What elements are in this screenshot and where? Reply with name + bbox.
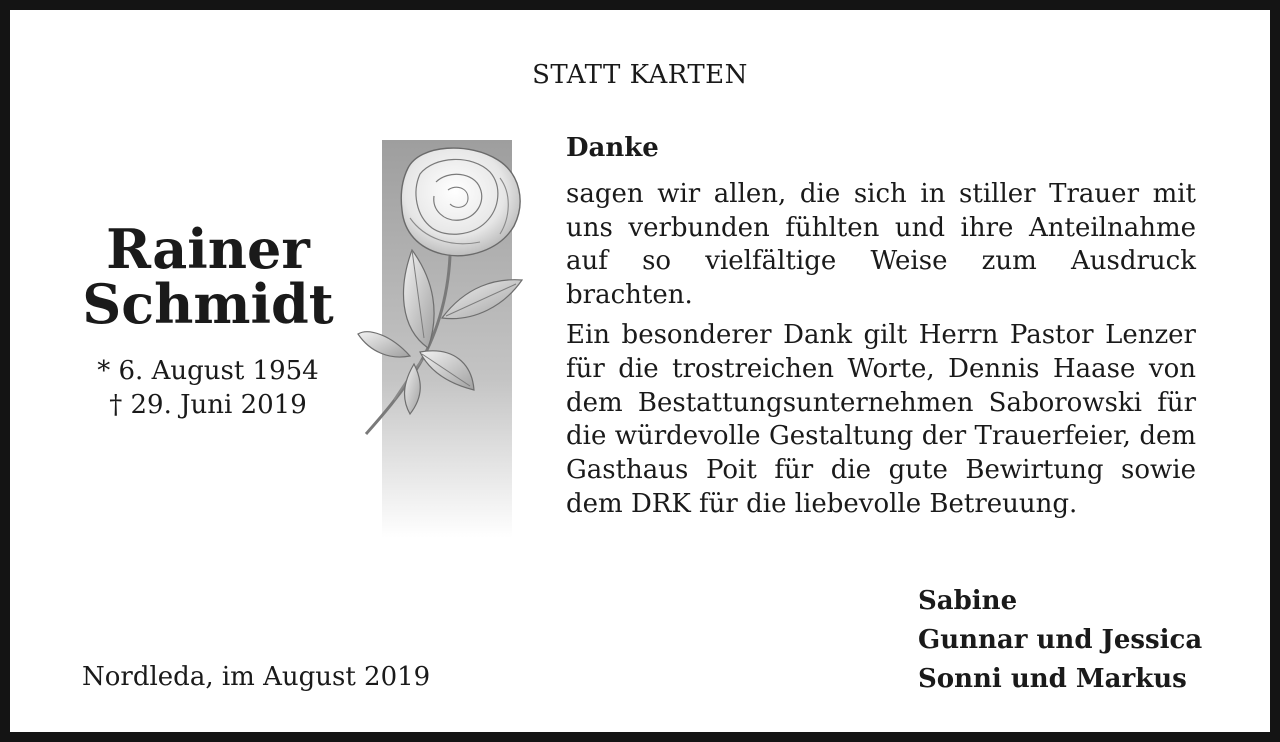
first-name: Rainer <box>106 217 310 281</box>
life-dates <box>70 354 346 422</box>
signer-2: Gunnar und Jessica <box>918 625 1203 655</box>
death-date: † 29. Juni 2019 <box>109 390 307 420</box>
thanks-paragraph-2: Ein besonderer Dank gilt Herrn Pastor Lenzer für die trostreichen Worte, Dennis Haase von dem Bestattungsunternehmen Saborowski für die würdevolle Gestaltung der Trauerfeier, dem Gasthaus Poit für die gute Bewirtung sowie dem DRK für die liebevolle Betreuung. <box>566 319 1196 519</box>
thanks-text <box>566 132 1196 528</box>
signer-1: Sabine <box>918 586 1018 616</box>
place-date: Nordleda, im August 2019 <box>82 662 431 692</box>
deceased-name <box>70 217 346 336</box>
thanks-title: Danke <box>566 133 659 163</box>
signer-3: Sonni und Markus <box>918 664 1187 694</box>
thanks-paragraph-1: sagen wir allen, die sich in stiller Trauer mit uns verbunden fühlten und ihre Anteilnahme auf so vielfältige Weise zum Ausdruck brachten. <box>566 178 1196 311</box>
rose-icon <box>350 138 550 538</box>
last-name: Schmidt <box>82 272 334 336</box>
birth-date: * 6. August 1954 <box>97 356 319 386</box>
header-statt-karten: STATT KARTEN <box>532 60 748 90</box>
signers <box>918 582 1202 699</box>
